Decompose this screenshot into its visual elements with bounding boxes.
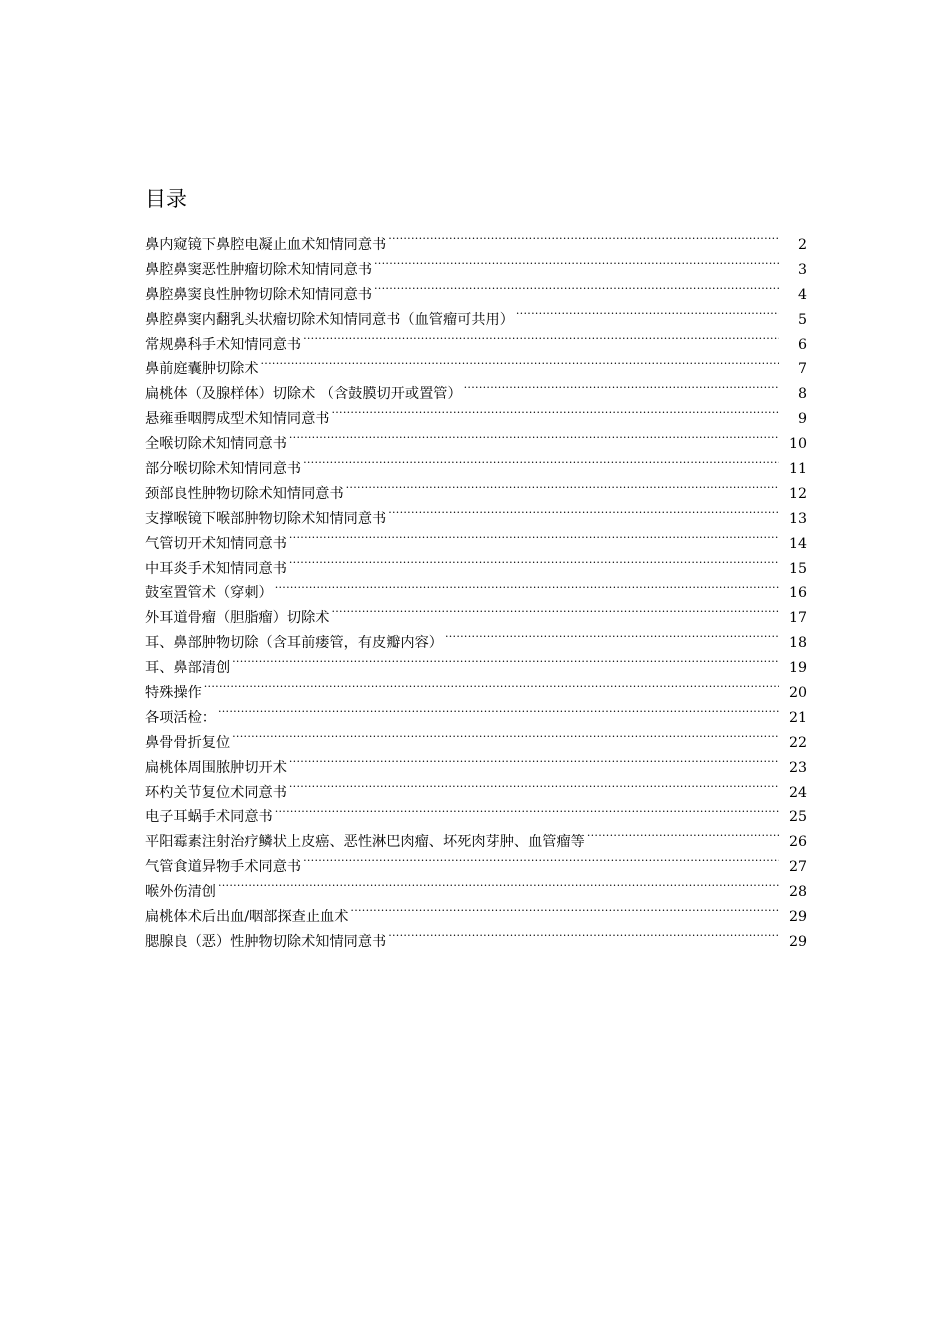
toc-entry[interactable]: [145, 702, 807, 727]
toc-entry-label: 喉外伤清创: [145, 884, 216, 901]
toc-dot-leader: [374, 254, 779, 274]
toc-entry-label: 特殊操作: [145, 685, 202, 702]
toc-dot-leader: [516, 304, 779, 324]
toc-entry-label: 颈部良性肿物切除术知情同意书: [145, 485, 344, 502]
toc-entry-page-number: 13: [788, 510, 807, 527]
toc-dot-leader: [218, 702, 779, 722]
toc-dot-leader: [275, 577, 779, 597]
toc-entry[interactable]: [145, 901, 807, 926]
toc-entry-page-number: 5: [797, 311, 807, 328]
toc-entry-page-number: 29: [788, 933, 807, 950]
toc-dot-leader: [289, 777, 779, 797]
toc-entry-page-number: 11: [788, 461, 807, 478]
toc-entry-label: 常规鼻科手术知情同意书: [145, 336, 302, 353]
toc-dot-leader: [445, 627, 779, 647]
toc-entry-label: 部分喉切除术知情同意书: [145, 461, 302, 478]
toc-entry[interactable]: [145, 777, 807, 802]
toc-entry[interactable]: [145, 602, 807, 627]
toc-entry-label: 耳、鼻部清创: [145, 660, 231, 677]
toc-entry[interactable]: [145, 926, 807, 951]
toc-entry[interactable]: [145, 677, 807, 702]
toc-entry[interactable]: [145, 752, 807, 777]
toc-entry[interactable]: [145, 553, 807, 578]
toc-entry[interactable]: [145, 528, 807, 553]
toc-dot-leader: [261, 353, 779, 373]
toc-entry-page-number: 18: [788, 635, 807, 652]
toc-entry[interactable]: [145, 876, 807, 901]
toc-dot-leader: [303, 851, 779, 871]
toc-entry[interactable]: [145, 727, 807, 752]
toc-entry[interactable]: [145, 353, 807, 378]
toc-entry[interactable]: [145, 254, 807, 279]
toc-entry-page-number: 25: [788, 809, 807, 826]
toc-entry-label: 鼻骨骨折复位: [145, 734, 231, 751]
toc-dot-leader: [232, 727, 779, 747]
toc-dot-leader: [388, 503, 779, 523]
toc-list: [145, 229, 807, 951]
toc-entry-label: 气管切开术知情同意书: [145, 535, 287, 552]
toc-entry[interactable]: [145, 453, 807, 478]
toc-dot-leader: [388, 926, 779, 946]
toc-entry-page-number: 15: [788, 560, 807, 577]
toc-dot-leader: [331, 602, 779, 622]
toc-entry-page-number: 12: [788, 485, 807, 502]
toc-dot-leader: [218, 876, 779, 896]
toc-entry-label: 扁桃体（及腺样体）切除术 （含鼓膜切开或置管）: [145, 386, 462, 403]
toc-entry-page-number: 22: [788, 734, 807, 751]
toc-entry-page-number: 24: [788, 784, 807, 801]
toc-entry[interactable]: [145, 478, 807, 503]
toc-entry-label: 悬雍垂咽腭成型术知情同意书: [145, 411, 330, 428]
toc-entry[interactable]: [145, 329, 807, 354]
toc-entry-label: 扁桃体周围脓肿切开术: [145, 759, 287, 776]
toc-dot-leader: [374, 279, 779, 299]
toc-entry-label: 各项活检：: [145, 709, 216, 726]
toc-dot-leader: [232, 652, 779, 672]
toc-dot-leader: [289, 528, 779, 548]
toc-entry-page-number: 3: [797, 261, 807, 278]
toc-entry-page-number: 14: [788, 535, 807, 552]
toc-entry-label: 鼻前庭囊肿切除术: [145, 361, 259, 378]
toc-entry[interactable]: [145, 652, 807, 677]
toc-dot-leader: [331, 403, 779, 423]
toc-dot-leader: [350, 901, 779, 921]
toc-dot-leader: [289, 752, 779, 772]
toc-entry-page-number: 8: [797, 386, 807, 403]
toc-entry-page-number: 23: [788, 759, 807, 776]
toc-entry-label: 电子耳蜗手术同意书: [145, 809, 273, 826]
toc-title: 目录: [145, 187, 187, 211]
toc-entry[interactable]: [145, 851, 807, 876]
toc-entry-page-number: 28: [788, 884, 807, 901]
toc-entry-page-number: 17: [788, 610, 807, 627]
toc-entry-label: 鼻腔鼻窦恶性肿瘤切除术知情同意书: [145, 261, 373, 278]
toc-entry[interactable]: [145, 503, 807, 528]
toc-entry-page-number: 29: [788, 909, 807, 926]
toc-entry-page-number: 2: [797, 237, 807, 253]
toc-entry[interactable]: [145, 428, 807, 453]
toc-dot-leader: [303, 453, 779, 473]
toc-entry[interactable]: [145, 279, 807, 304]
toc-dot-leader: [289, 428, 779, 448]
toc-entry-label: 鼓室置管术（穿刺）: [145, 585, 273, 602]
toc-entry-label: 支撑喉镜下喉部肿物切除术知情同意书: [145, 510, 387, 527]
toc-entry[interactable]: [145, 378, 807, 403]
toc-entry-page-number: 19: [788, 660, 807, 677]
toc-entry[interactable]: [145, 627, 807, 652]
toc-entry[interactable]: [145, 403, 807, 428]
toc-entry-label: 鼻内窥镜下鼻腔电凝止血术知情同意书: [145, 237, 387, 253]
toc-entry-label: 腮腺良（恶）性肿物切除术知情同意书: [145, 933, 387, 950]
toc-dot-leader: [464, 378, 779, 398]
toc-entry-page-number: 21: [788, 709, 807, 726]
toc-entry[interactable]: [145, 801, 807, 826]
toc-entry[interactable]: [145, 577, 807, 602]
toc-dot-leader: [289, 553, 779, 573]
toc-entry[interactable]: [145, 229, 807, 254]
toc-entry-page-number: 9: [797, 411, 807, 428]
toc-entry[interactable]: [145, 826, 807, 851]
toc-entry-label: 扁桃体术后出血/咽部探查止血术: [145, 909, 349, 926]
toc-entry-label: 鼻腔鼻窦内翻乳头状瘤切除术知情同意书（血管瘤可共用）: [145, 311, 514, 328]
toc-entry-page-number: 26: [788, 834, 807, 851]
toc-entry-label: 平阳霉素注射治疗鳞状上皮癌、恶性淋巴肉瘤、坏死肉芽肿、血管瘤等: [145, 834, 585, 851]
toc-entry-page-number: 6: [797, 336, 807, 353]
toc-dot-leader: [346, 478, 779, 498]
toc-entry-label: 外耳道骨瘤（胆脂瘤）切除术: [145, 610, 330, 627]
toc-entry-label: 中耳炎手术知情同意书: [145, 560, 287, 577]
toc-entry-label: 环杓关节复位术同意书: [145, 784, 287, 801]
toc-entry-page-number: 4: [797, 286, 807, 303]
toc-dot-leader: [587, 826, 779, 846]
toc-dot-leader: [204, 677, 779, 697]
toc-entry-label: 全喉切除术知情同意书: [145, 436, 287, 453]
toc-entry-page-number: 27: [788, 859, 807, 876]
toc-dot-leader: [388, 229, 779, 249]
toc-entry[interactable]: [145, 304, 807, 329]
toc-entry-page-number: 10: [788, 436, 807, 453]
toc-entry-label: 鼻腔鼻窦良性肿物切除术知情同意书: [145, 286, 373, 303]
toc-dot-leader: [303, 329, 779, 349]
toc-dot-leader: [275, 801, 779, 821]
toc-entry-label: 气管食道异物手术同意书: [145, 859, 302, 876]
toc-entry-page-number: 16: [788, 585, 807, 602]
toc-entry-page-number: 7: [797, 361, 807, 378]
toc-entry-page-number: 20: [788, 685, 807, 702]
toc-entry-label: 耳、鼻部肿物切除（含耳前瘘管，有皮瓣内容）: [145, 635, 443, 652]
